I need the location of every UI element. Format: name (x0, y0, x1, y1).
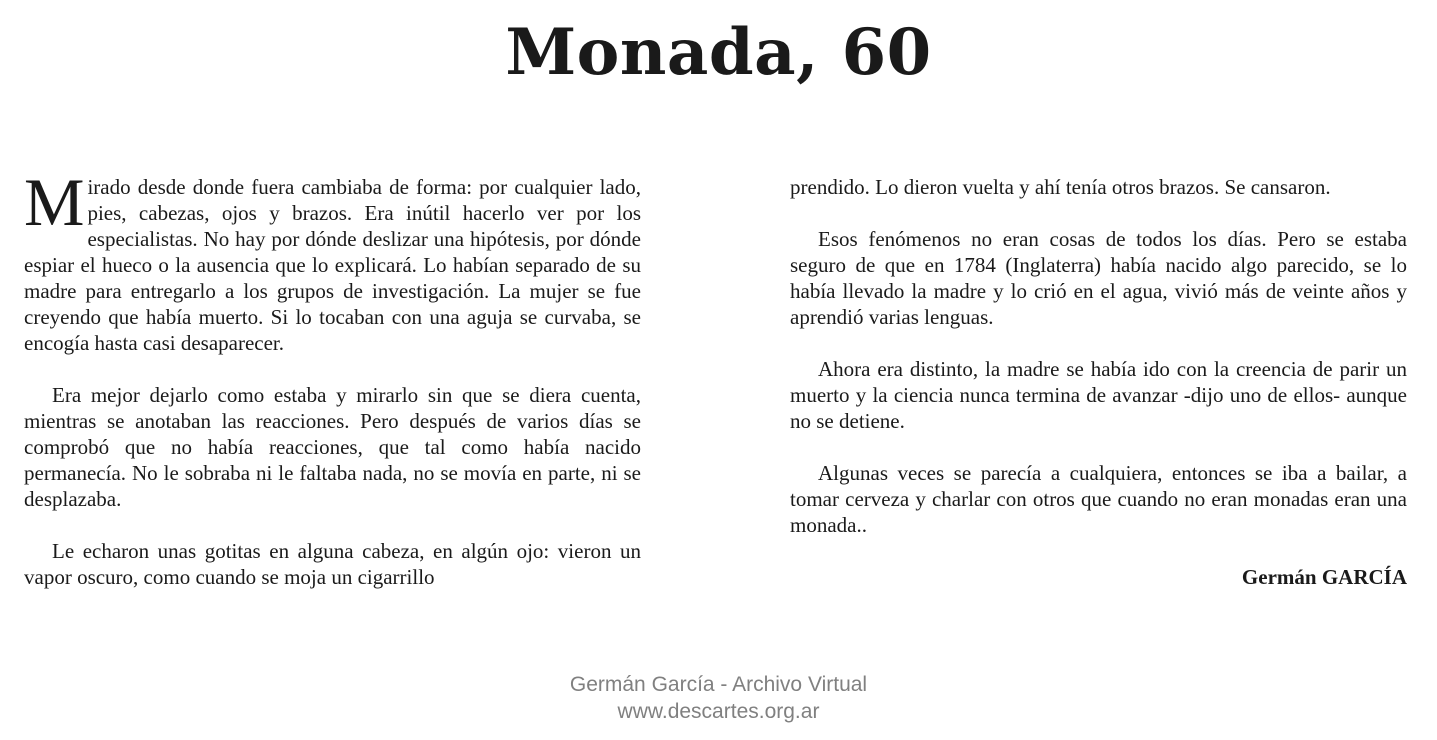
text-column-right (790, 174, 1407, 616)
footer-website: www.descartes.org.ar (617, 700, 820, 723)
author-signature: Germán GARCÍA (1241, 565, 1407, 589)
paragraph-5: Ahora era distinto, la madre se había ido con la creencia de parir un muerto y la ciencia nunca termina de avanzar -dijo uno de ellos- aunque no se detiene. (790, 357, 1407, 433)
footer (0, 671, 1437, 725)
paragraph-3: Le echaron unas gotitas en alguna cabeza, en algún ojo: vieron un vapor oscuro, como cuando se moja un cigarrillo (24, 539, 641, 589)
footer-archive-name: Germán García - Archivo Virtual (569, 673, 868, 696)
text-column-left (24, 164, 641, 616)
page-title: Monada, 60 (505, 15, 932, 90)
paragraph-3-continued: prendido. Lo dieron vuelta y ahí tenía otros brazos. Se cansaron. (790, 175, 1331, 199)
paragraph-4: Esos fenómenos no eran cosas de todos los días. Pero se estaba seguro de que en 1784 (Inglaterra) había nacido algo parecido, se lo había llevado la madre y lo crió en el agua, vivió más de veinte años y aprendió varias lenguas. (790, 227, 1407, 329)
drop-cap: M (24, 164, 85, 240)
paragraph-6: Algunas veces se parecía a cualquiera, entonces se iba a bailar, a tomar cerveza y charlar con otros que cuando no eran monadas eran una monada.. (790, 461, 1407, 537)
paragraph-2: Era mejor dejarlo como estaba y mirarlo sin que se diera cuenta, mientras se anotaban las reacciones. Pero después de varios días se comprobó que no había reacciones, que tal como había nacido permanecía. No le sobraba ni le faltaba nada, no se movía en parte, ni se desplazaba. (24, 383, 641, 511)
paragraph-1-text: irado desde donde fuera cambiaba de forma: por cualquier lado, pies, cabezas, ojos y brazos. Era inútil hacerlo ver por los especialistas. No hay por dónde deslizar una hipótesis, por dónde espiar el hueco o la ausencia que lo explicará. Lo habían separado de su madre para entregarlo a los grupos de investigación. La mujer se fue creyendo que había muerto. Si lo tocaban con una aguja se curvaba, se encogía hasta casi desaparecer. (24, 175, 641, 355)
paragraph-1 (24, 164, 641, 356)
